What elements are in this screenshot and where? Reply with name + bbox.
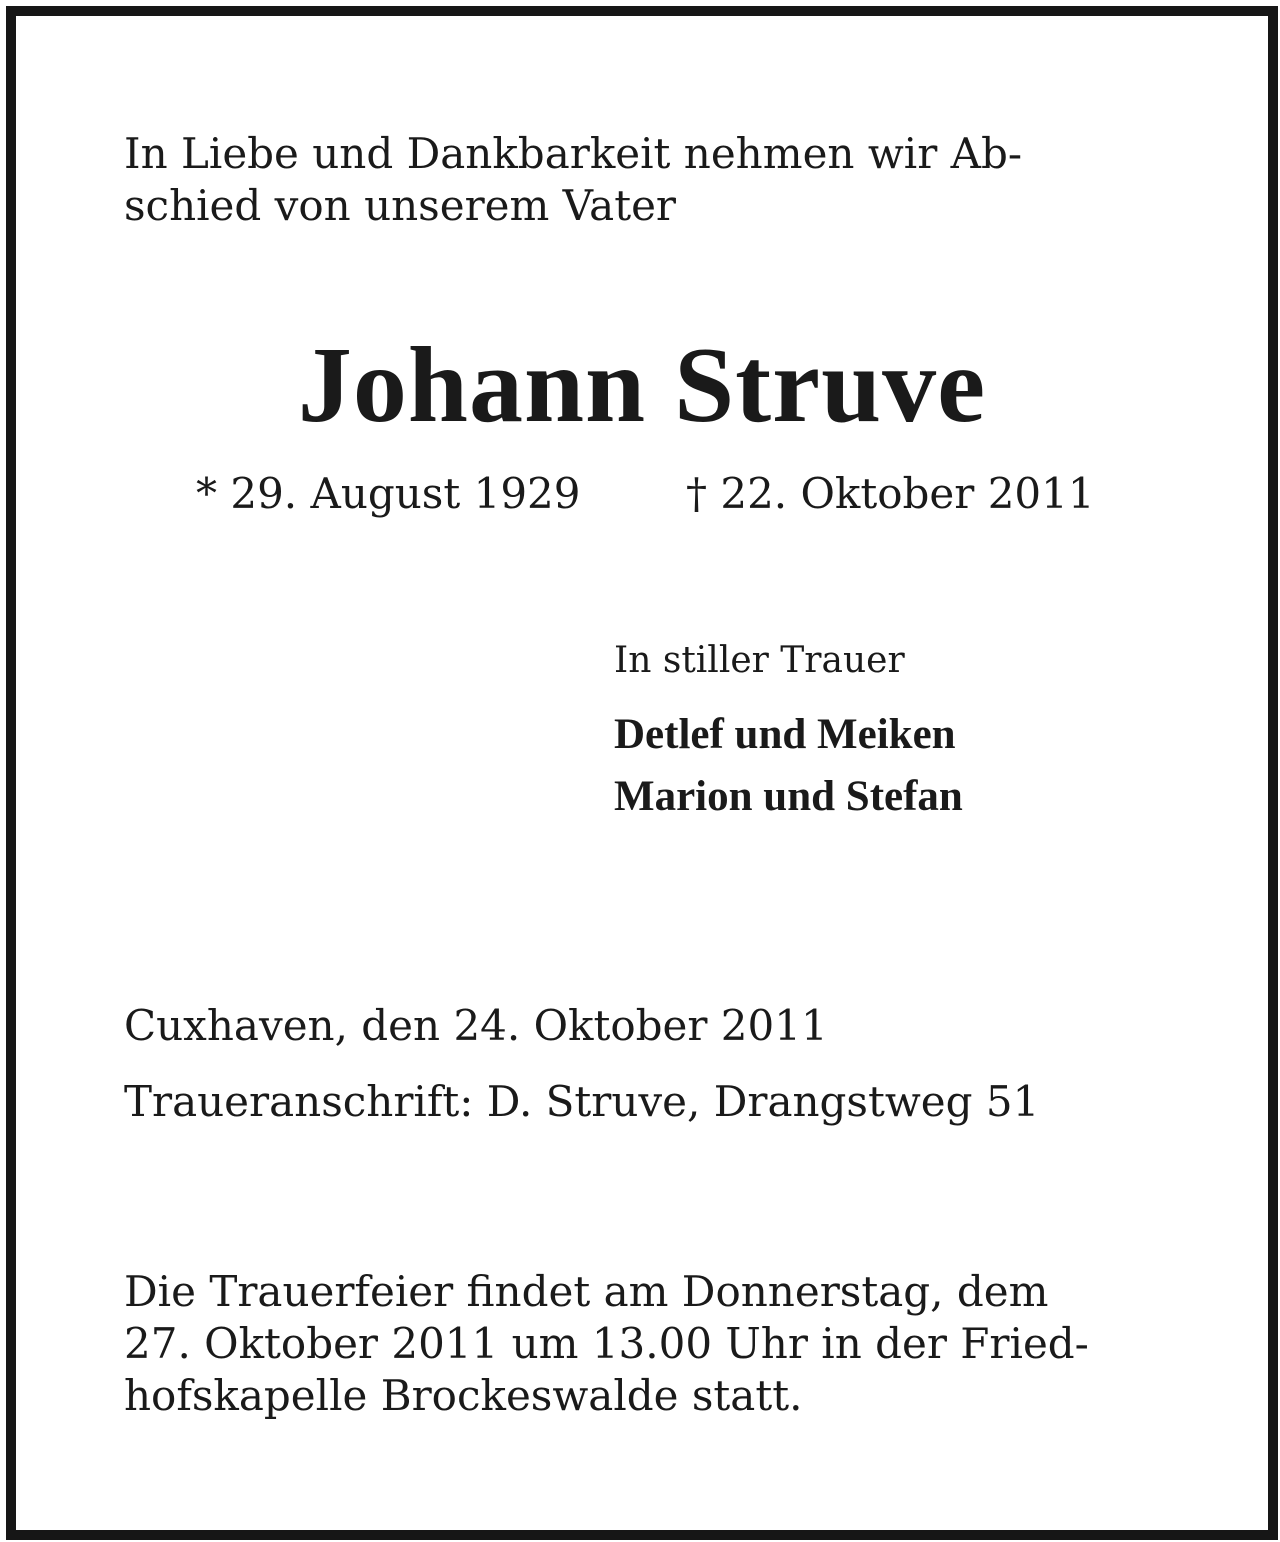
mourner-name-2: Marion und Stefan (614, 773, 963, 820)
ceremony-line-3: hofskapelle Brockeswalde statt. (124, 1371, 803, 1420)
obituary-frame (6, 6, 1278, 1540)
death-date: † 22. Oktober 2011 (686, 469, 1095, 518)
mourners-block (614, 638, 1254, 828)
ceremony-line-2: 27. Oktober 2011 um 13.00 Uhr in der Fried- (124, 1319, 1089, 1368)
ceremony-line-1: Die Trauerfeier findet am Donnerstag, dem (124, 1267, 1049, 1316)
mourning-address: Traueranschrift: D. Struve, Drangstweg 51 (124, 1077, 1040, 1126)
deceased-name: Johann Struve (297, 326, 987, 445)
place-and-date: Cuxhaven, den 24. Oktober 2011 (124, 1001, 828, 1050)
mourners-intro: In stiller Trauer (614, 640, 905, 681)
birth-date: * 29. August 1929 (196, 469, 581, 518)
intro-line-1: In Liebe und Dankbarkeit nehmen wir Ab- (124, 129, 1023, 178)
intro-text (124, 128, 1176, 232)
ceremony-notice (124, 1266, 1176, 1422)
mourner-name-1: Detlef und Meiken (614, 711, 956, 758)
intro-line-2: schied von unserem Vater (124, 181, 677, 230)
